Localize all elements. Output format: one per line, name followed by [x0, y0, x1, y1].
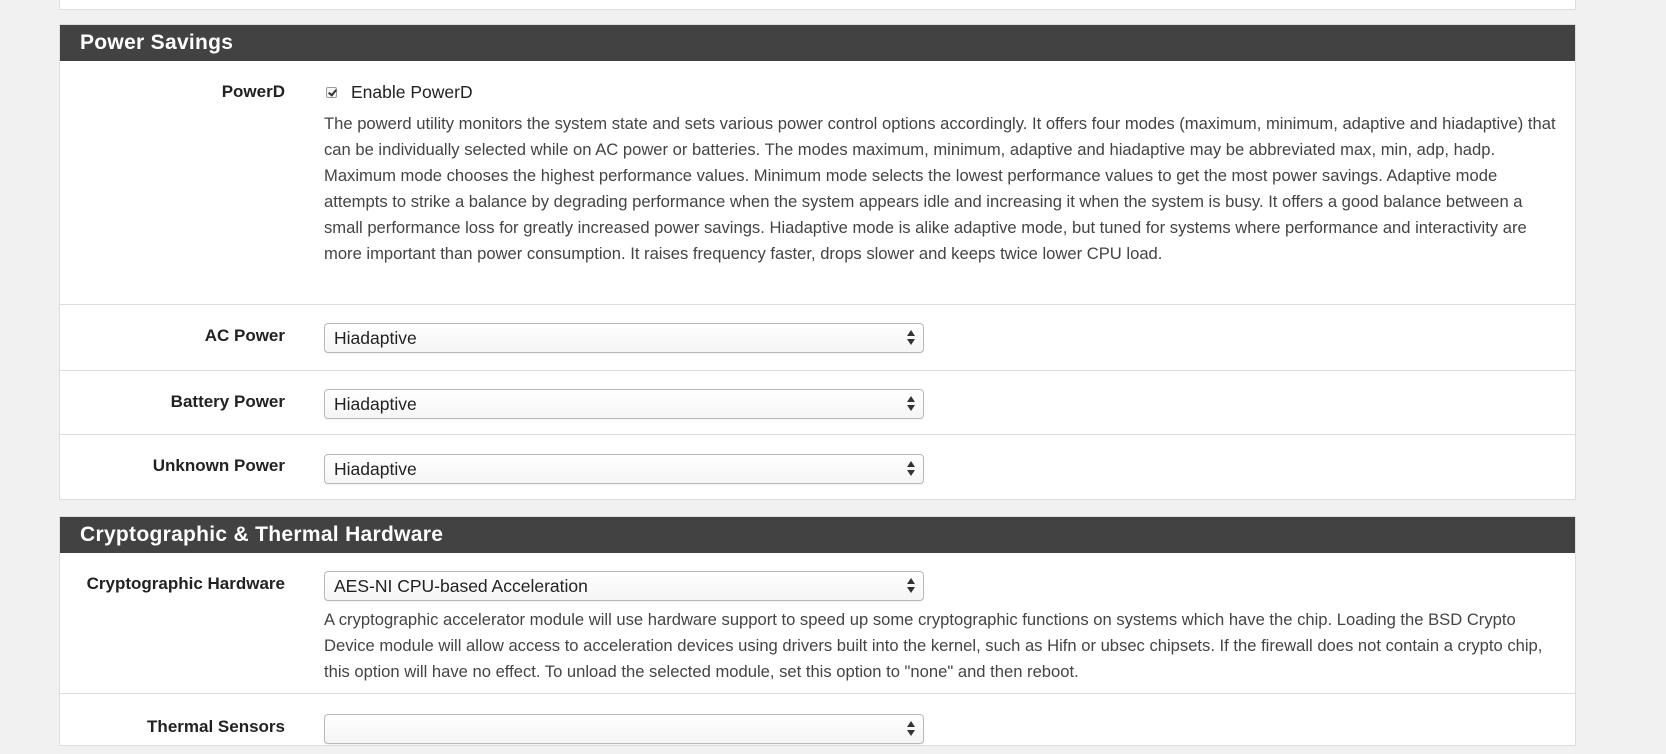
enable-powerd-label: Enable PowerD [351, 82, 473, 102]
select-arrows-icon [907, 330, 915, 346]
battery-power-select[interactable] [324, 389, 924, 419]
previous-panel [59, 0, 1576, 10]
thermal-sensors-label: Thermal Sensors [147, 717, 285, 736]
crypto-hardware-row [60, 553, 1575, 694]
unknown-power-row [60, 435, 1575, 499]
crypto-hardware-help-text: A cryptographic accelerator module will use hardware support to speed up some cryptographic functions on systems which have the chip. Loading the BSD Crypto Device module will allow access to acceleration devices using drivers built into the kernel, such as Hifn or ubsec chipsets. If the firewall does not contain a crypto chip, this option will have no effect. To unload the selected module, set this option to "none" and then reboot. [324, 610, 1543, 681]
select-arrows-icon [907, 578, 915, 594]
powerd-label: PowerD [221, 82, 285, 101]
battery-power-row [60, 371, 1575, 435]
select-arrows-icon [907, 461, 915, 477]
select-arrows-icon [907, 721, 915, 737]
ac-power-row [60, 305, 1575, 371]
unknown-power-select[interactable] [324, 454, 924, 484]
enable-powerd-option[interactable] [324, 82, 1565, 103]
ac-power-select[interactable] [324, 323, 924, 353]
ac-power-label: AC Power [204, 326, 285, 345]
crypto-hardware-select[interactable] [324, 571, 924, 601]
crypto-hardware-value: AES-NI CPU-based Acceleration [334, 576, 588, 596]
crypto-thermal-heading: Cryptographic & Thermal Hardware [60, 517, 1575, 553]
crypto-hardware-label: Cryptographic Hardware [86, 574, 285, 593]
select-arrows-icon [907, 396, 915, 412]
power-savings-heading: Power Savings [60, 25, 1575, 61]
unknown-power-value: Hiadaptive [334, 459, 417, 479]
battery-power-label: Battery Power [170, 392, 285, 411]
ac-power-value: Hiadaptive [334, 328, 417, 348]
crypto-thermal-panel [59, 516, 1576, 746]
powerd-row [60, 61, 1575, 305]
thermal-sensors-select[interactable] [324, 714, 924, 744]
thermal-sensors-row [60, 694, 1575, 754]
enable-powerd-checkbox[interactable] [326, 87, 337, 98]
power-savings-panel [59, 24, 1576, 500]
powerd-help-text: The powerd utility monitors the system state and sets various power control options accordingly. It offers four modes (maximum, minimum, adaptive and hiadaptive) that can be individually selected while on AC power or batteries. The modes maximum, minimum, adaptive and hiadaptive may be abbreviated max, min, adp, hadp. Maximum mode chooses the highest performance values. Minimum mode selects the lowest performance values to get the most power savings. Adaptive mode attempts to strike a balance by degrading performance when the system appears idle and increasing it when the system is busy. It offers a good balance between a small performance loss for greatly increased power savings. Hiadaptive mode is alike adaptive mode, but tuned for systems where performance and interactivity are more important than power consumption. It raises frequency faster, drops slower and keeps twice lower CPU load. [324, 114, 1556, 263]
unknown-power-label: Unknown Power [152, 456, 285, 475]
battery-power-value: Hiadaptive [334, 394, 417, 414]
